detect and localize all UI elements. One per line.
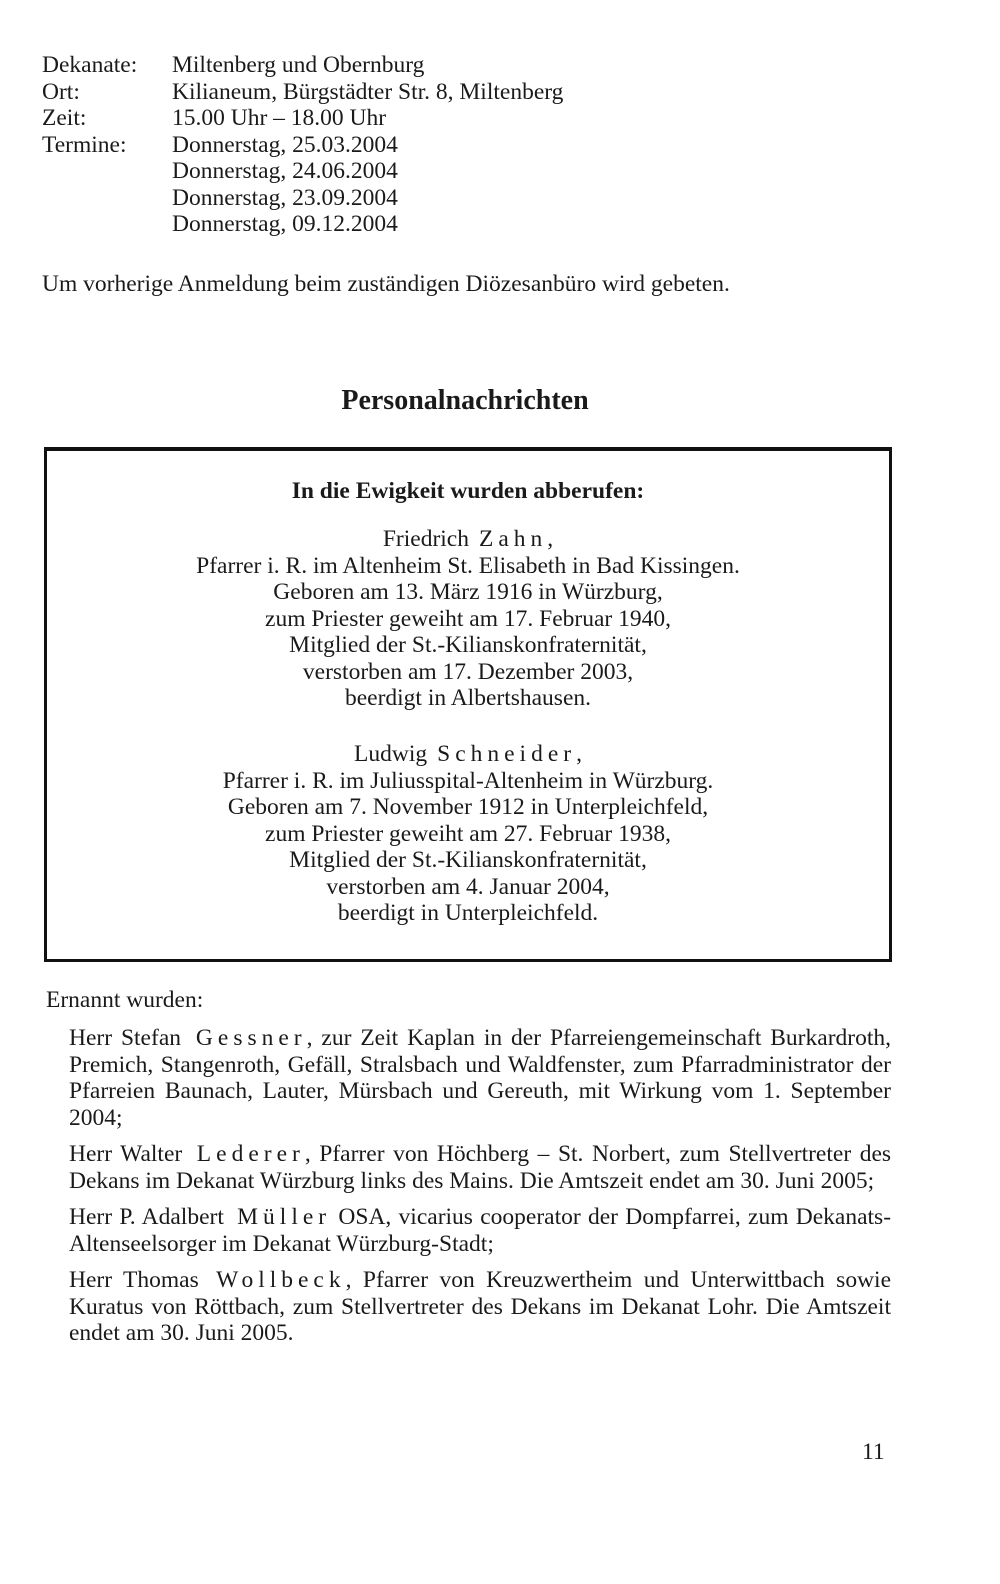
appointee-surname: Gessner (195, 1025, 307, 1051)
appointment-list (69, 1025, 891, 1357)
obituary-line: beerdigt in Unterpleichfeld. (337, 900, 599, 926)
obituary-line: Mitglied der St.-Kilianskonfraternität, (289, 632, 647, 658)
obituary-line: Mitglied der St.-Kilianskonfraternität, (289, 847, 647, 873)
appointment-text: , zur Zeit Kaplan in der Pfarreiengemeinschaft Burkardroth, Premich, Stangenroth, Gefäll, Stralsbach und Waldfenster, zum Pfarradministrator der Pfarreien Baunach, Lauter, Mürsbach und Gereuth, mit Wirkung vom 1. September 2004; (69, 1025, 891, 1131)
info-label: Dekanate: (42, 52, 138, 78)
obituary-line: Geboren am 13. März 1916 in Würzburg, (273, 579, 663, 605)
appointee-prefix: Herr Stefan (69, 1025, 181, 1051)
surname: Zahn (478, 526, 548, 552)
appointee-prefix: Herr P. Adalbert (69, 1204, 224, 1230)
obituary-line: Pfarrer i. R. im Juliusspital-Altenheim in Würzburg. (222, 767, 714, 794)
info-row-zeit (42, 105, 563, 132)
obituary-line: zum Priester geweiht am 17. Februar 1940, (265, 605, 671, 632)
info-value: 15.00 Uhr – 18.00 Uhr (172, 105, 387, 131)
appointee-prefix: Herr Thomas (69, 1267, 199, 1293)
appointment-entry (69, 1025, 891, 1131)
obituary-name: Ludwig Schneider, (354, 741, 582, 767)
obituary-heading: In die Ewigkeit wurden abberufen: (291, 478, 645, 504)
info-row-ort (42, 79, 563, 106)
info-value: Miltenberg und Obernburg (172, 52, 425, 78)
obituary-line: verstorben am 4. Januar 2004, (326, 873, 610, 900)
info-value: Donnerstag, 09.12.2004 (172, 211, 398, 237)
appointment-text: , Pfarrer von Höchberg – St. Norbert, zum Stellvertreter des Dekans im Dekanat Würzburg links des Mains. Die Amtszeit endet am 30. Juni 2005; (69, 1141, 892, 1194)
appointment-entry (69, 1204, 891, 1257)
info-value: Kilianeum, Bürgstädter Str. 8, Miltenberg (172, 78, 564, 105)
section-title: Personalnachrichten (341, 385, 589, 416)
info-label: Zeit: (42, 105, 87, 131)
info-row-termine (42, 132, 563, 238)
info-value: Donnerstag, 25.03.2004 (172, 131, 398, 158)
obituary-name: Friedrich Zahn, (382, 526, 554, 552)
appointee-surname: Lederer (196, 1141, 305, 1167)
info-value: Donnerstag, 23.09.2004 (172, 184, 398, 211)
appointment-text: , Pfarrer von Kreuzwertheim und Unterwittbach sowie Kuratus von Röttbach, zum Stellvertreter des Dekans im Dekanat Lohr. Die Amtszeit endet am 30. Juni 2005. (69, 1267, 891, 1346)
obituary-line: verstorben am 17. Dezember 2003, (302, 658, 634, 685)
obituary-box (44, 447, 892, 962)
obituary-entry (47, 741, 889, 927)
obituary-line: Geboren am 7. November 1912 in Unterpleichfeld, (227, 794, 709, 820)
first-name: Ludwig (354, 741, 428, 767)
obituary-line: beerdigt in Albertshausen. (344, 685, 592, 711)
appointee-surname: Müller (237, 1204, 332, 1230)
info-row-dekanate (42, 52, 563, 79)
registration-notice: Um vorherige Anmeldung beim zuständigen Diözesanbüro wird gebeten. (42, 271, 730, 297)
info-label: Ort: (42, 78, 80, 105)
info-label: Termine: (42, 131, 127, 158)
appointed-heading: Ernannt wurden: (46, 987, 204, 1013)
surname: Schneider (437, 741, 577, 767)
obituary-line: zum Priester geweiht am 27. Februar 1938, (265, 820, 671, 847)
obituary-line: Pfarrer i. R. im Altenheim St. Elisabeth in Bad Kissingen. (196, 552, 740, 579)
appointee-surname: Wollbeck (216, 1267, 346, 1293)
meeting-info (42, 52, 563, 238)
appointment-text: OSA, vicarius cooperator der Dompfarrei, zum Dekanats-Altenseelsorger im Dekanat Würzburg-Stadt; (69, 1204, 892, 1257)
appointment-entry (69, 1267, 891, 1347)
appointee-prefix: Herr Walter (69, 1141, 183, 1167)
obituary-entry (47, 526, 889, 712)
first-name: Friedrich (382, 526, 469, 552)
appointment-entry (69, 1141, 891, 1194)
info-value: Donnerstag, 24.06.2004 (172, 158, 398, 184)
page-number: 11 (862, 1439, 885, 1465)
